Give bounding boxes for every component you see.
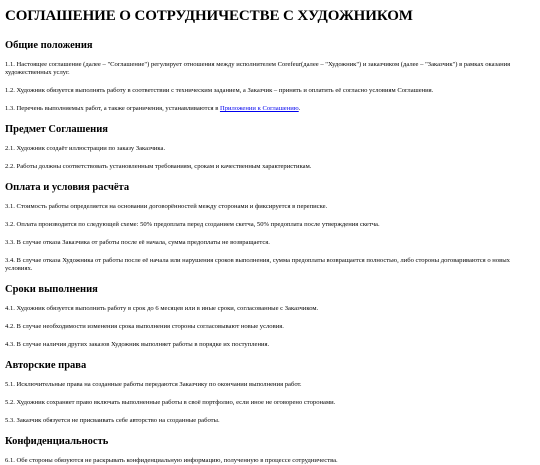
section-heading: Оплата и условия расчёта	[5, 182, 130, 193]
clause-5-3: 5.3. Заказчик обязуется не присваивать себе авторство на созданные работы.	[5, 417, 220, 424]
section-deadlines	[5, 283, 535, 349]
section-heading: Общие положения	[5, 40, 93, 51]
clause-4-2: 4.2. В случае необходимости изменения срока выполнения стороны согласовывают новые условия.	[5, 323, 284, 330]
clause-1-3	[5, 105, 535, 113]
clause-3-3: 3.3. В случае отказа Заказчика от работы после её начала, сумма предоплаты не возвращается.	[5, 239, 270, 246]
section-heading: Сроки выполнения	[5, 284, 98, 295]
section-heading: Предмет Соглашения	[5, 124, 108, 135]
section-subject	[5, 123, 535, 171]
section-heading: Конфиденциальность	[5, 436, 109, 447]
clause-5-2: 5.2. Художник сохраняет право включать выполненные работы в своё портфолио, если иное не оговорено сторонами.	[5, 399, 336, 406]
clause-4-3: 4.3. В случае наличия других заказов Художник выполняет работы в порядке их поступления.	[5, 341, 270, 348]
clause-5-1: 5.1. Исключительные права на созданные работы передаются Заказчику по окончании выполнения работ.	[5, 381, 302, 388]
clause-3-1: 3.1. Стоимость работы определяется на основании договорённостей между сторонами и фиксируется в переписке.	[5, 203, 328, 210]
clause-3-2: 3.2. Оплата производится по следующей схеме: 50% предоплата перед созданием скетча, 50% предоплата после утверждения скетча.	[5, 221, 380, 228]
section-payment	[5, 181, 535, 273]
page-title: СОГЛАШЕНИЕ О СОТРУДНИЧЕСТВЕ С ХУДОЖНИКОМ	[5, 8, 413, 24]
clause-1-2: 1.2. Художник обязуется выполнять работу в соответствии с техническим заданием, а Заказчик – принять и оплатить её согласно условиям Соглашения.	[5, 87, 434, 94]
section-general	[5, 39, 535, 113]
clause-1-3-text: 1.3. Перечень выполняемых работ, а также ограничения, устанавливаются в	[5, 105, 220, 112]
clause-1-1: 1.1. Настоящее соглашение (далее – "Соглашение") регулирует отношения между исполнителем Corefeur(далее – "Художник") и заказчиком (далее – "Заказчик") в рамках оказания художественных услуг.	[5, 61, 511, 76]
section-heading: Авторские права	[5, 360, 87, 371]
clause-6-1: 6.1. Обе стороны обязуются не раскрывать конфиденциальную информацию, полученную в процессе сотрудничества.	[5, 457, 338, 464]
section-confidentiality	[5, 435, 535, 465]
appendix-link[interactable]: Приложении к Соглашению	[219, 105, 299, 112]
clause-4-1: 4.1. Художник обязуется выполнить работу в срок до 6 месяцев или в иные сроки, согласованные с Заказчиком.	[5, 305, 319, 312]
clause-3-4: 3.4. В случае отказа Художника от работы после её начала или нарушения сроков выполнения, сумма предоплаты возвращается полностью, либо стороны договариваются о новых условиях.	[5, 257, 510, 272]
clause-2-1: 2.1. Художник создаёт иллюстрации по заказу Заказчика.	[5, 145, 166, 152]
clause-1-3-end: .	[298, 105, 301, 112]
clause-2-2: 2.2. Работы должны соответствовать установленным требованиям, срокам и качественным характеристикам.	[5, 163, 312, 170]
section-copyright	[5, 359, 535, 425]
